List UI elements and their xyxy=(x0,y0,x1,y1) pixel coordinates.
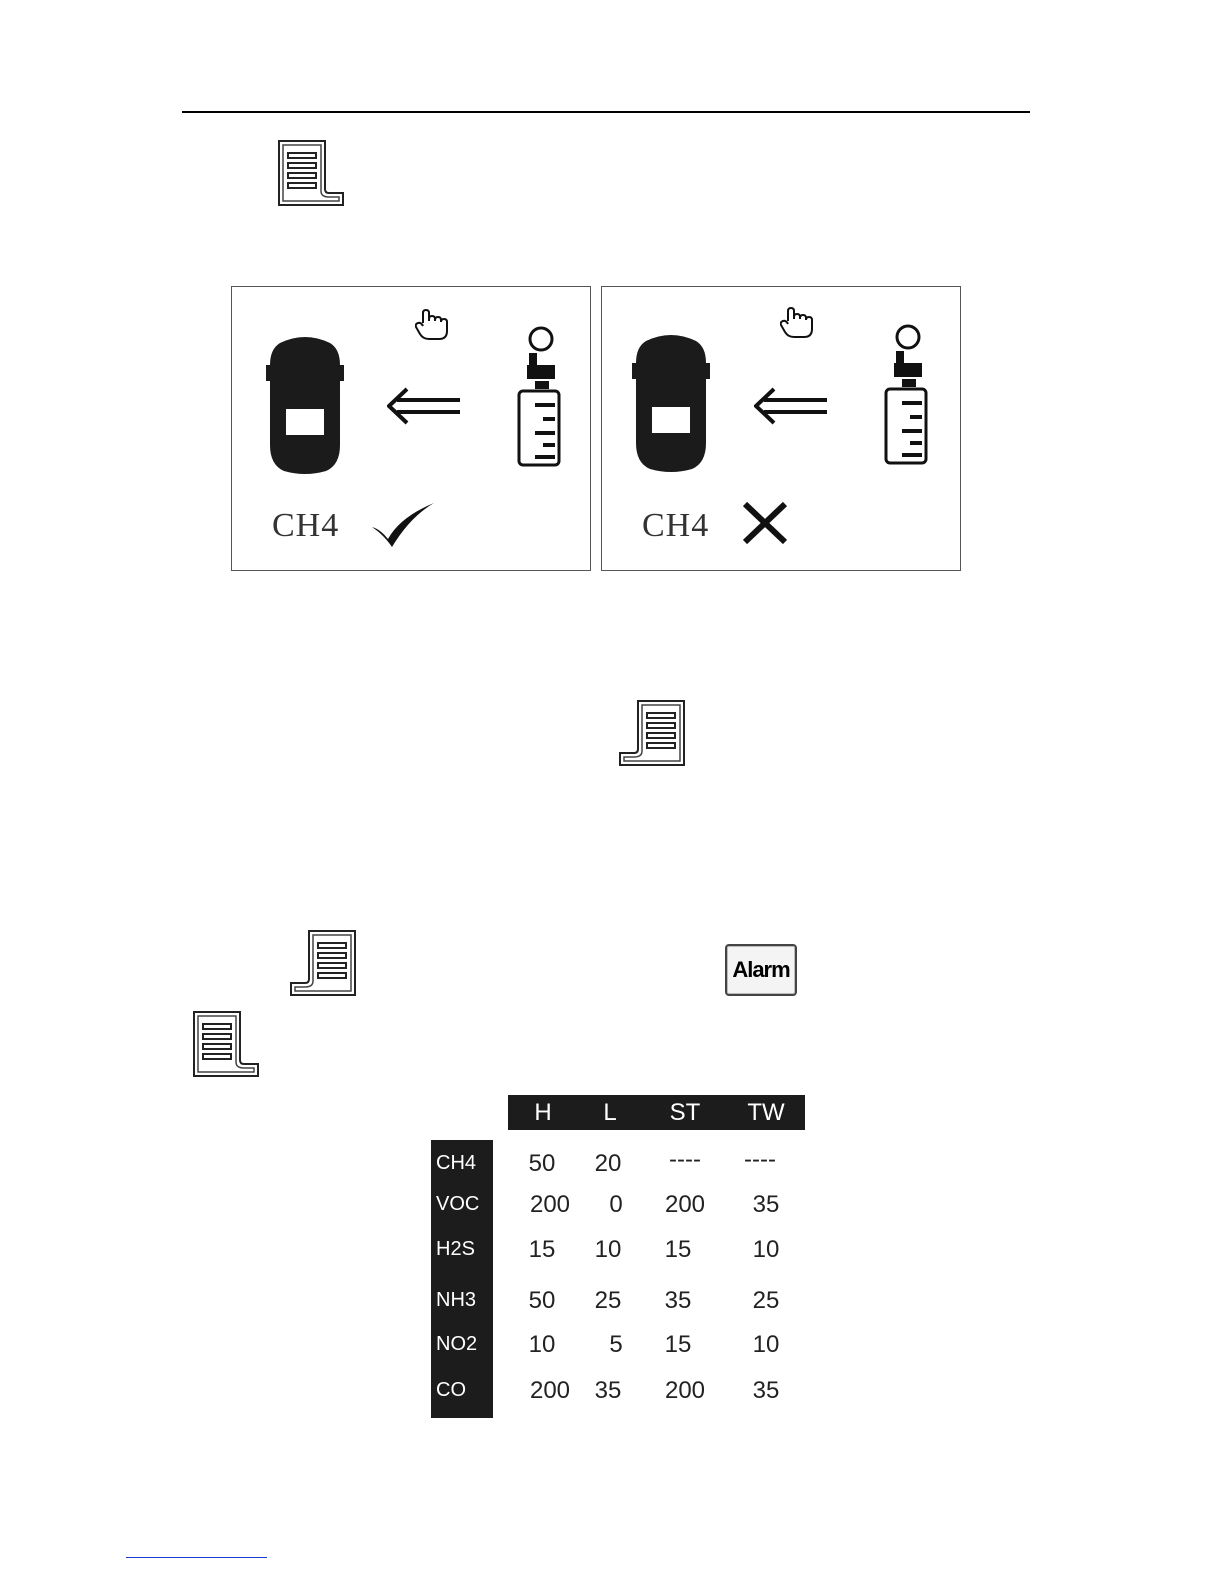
gas-row-label: CO xyxy=(436,1379,466,1401)
double-left-arrow-icon xyxy=(754,387,829,425)
table-cell: 200 xyxy=(529,1191,571,1218)
table-cell: 10 xyxy=(528,1331,556,1358)
double-left-arrow-icon xyxy=(387,387,462,425)
menu-key-icon xyxy=(285,927,359,999)
gas-name-label: CH4 xyxy=(272,507,340,544)
gas-row-label: NH3 xyxy=(436,1289,477,1311)
alarm-table-header xyxy=(508,1095,805,1130)
menu-key-icon xyxy=(275,137,349,209)
table-cell: 15 xyxy=(664,1331,692,1358)
table-cell: 15 xyxy=(664,1236,692,1263)
screen-panel-fail xyxy=(601,286,961,571)
gas-name-label: CH4 xyxy=(642,507,710,544)
column-header: L xyxy=(603,1099,617,1126)
header-rule xyxy=(182,111,1030,113)
table-cell: 35 xyxy=(664,1287,692,1314)
car-icon xyxy=(632,333,710,473)
table-cell: 5 xyxy=(609,1331,623,1358)
table-cell: 15 xyxy=(528,1236,556,1263)
cross-icon xyxy=(742,501,788,545)
table-cell: 35 xyxy=(752,1191,780,1218)
table-cell: ---- xyxy=(669,1146,701,1173)
screen-panel-pass xyxy=(231,286,591,571)
check-icon xyxy=(370,501,436,549)
table-cell: 200 xyxy=(664,1191,706,1218)
alarm-table-gas-column xyxy=(431,1140,493,1418)
hand-pointer-icon xyxy=(415,309,451,341)
table-cell: 20 xyxy=(594,1150,622,1177)
table-cell: 10 xyxy=(752,1236,780,1263)
table-cell: ---- xyxy=(744,1146,776,1173)
menu-key-icon xyxy=(190,1008,264,1080)
gas-row-label: VOC xyxy=(436,1193,480,1215)
table-cell: 50 xyxy=(528,1287,556,1314)
column-header: ST xyxy=(669,1099,701,1126)
table-cell: 50 xyxy=(528,1150,556,1177)
column-header: H xyxy=(534,1099,552,1126)
table-cell: 25 xyxy=(752,1287,780,1314)
table-cell: 35 xyxy=(752,1377,780,1404)
gas-row-label: H2S xyxy=(436,1238,475,1260)
column-header: TW xyxy=(747,1099,785,1126)
menu-key-icon xyxy=(614,697,688,769)
table-cell: 25 xyxy=(594,1287,622,1314)
table-cell: 0 xyxy=(609,1191,623,1218)
table-cell: 200 xyxy=(529,1377,571,1404)
table-cell: 10 xyxy=(752,1331,780,1358)
table-cell: 35 xyxy=(594,1377,622,1404)
car-icon xyxy=(266,335,344,475)
table-cell: 200 xyxy=(664,1377,706,1404)
gas-cylinder-icon xyxy=(882,321,932,469)
hand-pointer-icon xyxy=(780,307,816,339)
table-cell: 10 xyxy=(594,1236,622,1263)
gas-row-label: CH4 xyxy=(436,1152,477,1174)
gas-cylinder-icon xyxy=(515,323,565,471)
alarm-button: Alarm xyxy=(725,944,797,996)
gas-row-label: NO2 xyxy=(436,1333,478,1355)
footer-link-underline xyxy=(126,1557,267,1558)
